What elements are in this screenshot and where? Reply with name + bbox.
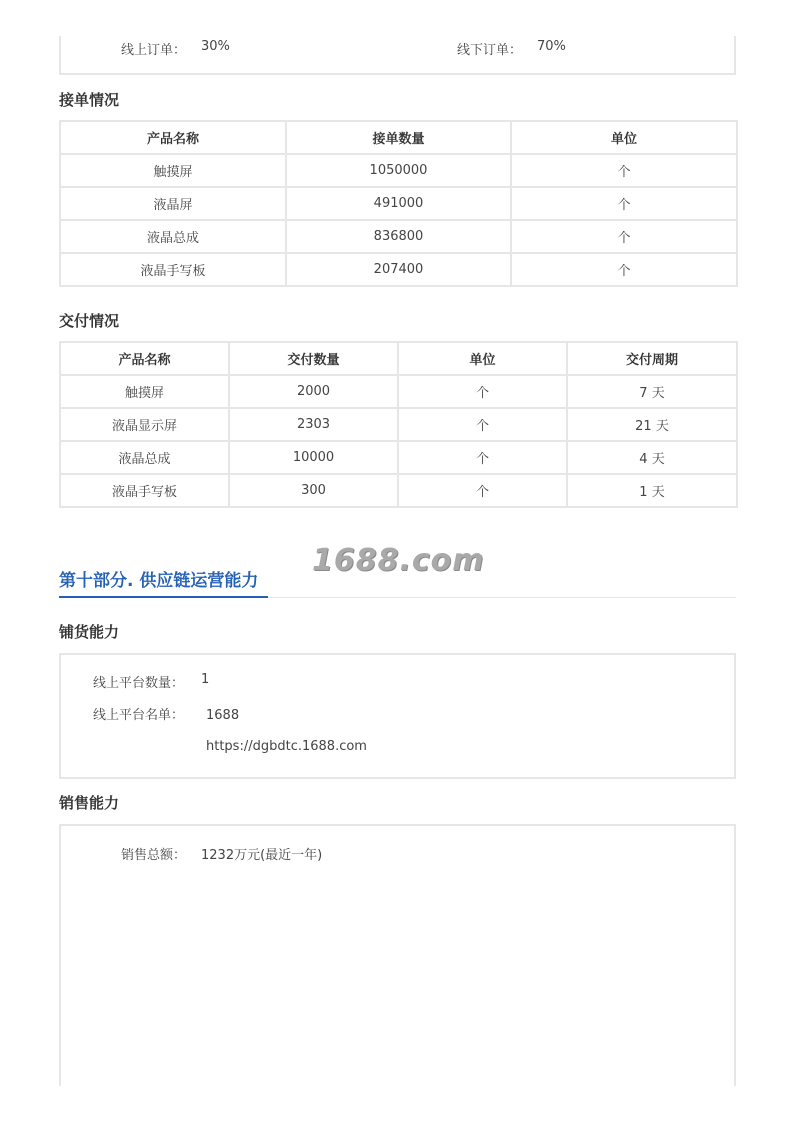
platform-list-item: 1688 <box>206 708 240 723</box>
delivery-cell-unit: 个 <box>398 408 567 441</box>
table-row <box>60 220 737 253</box>
delivery-cell-product: 触摸屏 <box>60 375 229 408</box>
table-row <box>60 154 737 187</box>
delivery-cell-cycle: 21 天 <box>567 408 737 441</box>
distribution-box <box>59 653 736 779</box>
watermark-logo: 1688.com <box>312 543 485 578</box>
delivery-cell-quantity: 2000 <box>229 375 398 408</box>
table-row <box>60 253 737 286</box>
table-row <box>60 441 737 474</box>
delivery-cell-cycle: 1 天 <box>567 474 737 507</box>
delivery-table <box>59 341 738 508</box>
part-title: 第十部分. 供应链运营能力 <box>59 571 259 591</box>
table-row <box>60 187 737 220</box>
delivery-heading: 交付情况 <box>59 312 120 330</box>
orders-table <box>59 120 738 287</box>
delivery-header-row <box>60 342 737 375</box>
orders-cell-unit: 个 <box>511 187 737 220</box>
delivery-cell-cycle: 4 天 <box>567 441 737 474</box>
platform-list-label: 线上平台名单： <box>93 708 185 723</box>
part-title-underline <box>59 596 268 598</box>
delivery-cell-cycle: 7 天 <box>567 375 737 408</box>
delivery-cell-product: 液晶总成 <box>60 441 229 474</box>
order-channel-box <box>59 36 736 75</box>
orders-cell-product: 液晶手写板 <box>60 253 286 286</box>
delivery-cell-unit: 个 <box>398 441 567 474</box>
orders-header-row <box>60 121 737 154</box>
orders-cell-quantity: 207400 <box>286 253 511 286</box>
table-row <box>60 474 737 507</box>
sales-total-label: 销售总额： <box>121 848 187 863</box>
platform-list-item: https://dgbdtc.1688.com <box>206 739 367 754</box>
orders-cell-quantity: 836800 <box>286 220 511 253</box>
delivery-cell-product: 液晶手写板 <box>60 474 229 507</box>
orders-cell-unit: 个 <box>511 154 737 187</box>
offline-order-label: 线下订单： <box>457 43 523 58</box>
sales-box <box>59 824 736 1086</box>
orders-cell-product: 触摸屏 <box>60 154 286 187</box>
delivery-header-quantity: 交付数量 <box>229 342 398 375</box>
sales-total-value: 1232万元(最近一年) <box>201 848 323 863</box>
orders-cell-quantity: 1050000 <box>286 154 511 187</box>
delivery-cell-quantity: 300 <box>229 474 398 507</box>
delivery-cell-unit: 个 <box>398 375 567 408</box>
orders-heading: 接单情况 <box>59 91 120 109</box>
orders-header-product: 产品名称 <box>60 121 286 154</box>
offline-order-value: 70% <box>537 39 566 54</box>
orders-header-unit: 单位 <box>511 121 737 154</box>
delivery-cell-quantity: 10000 <box>229 441 398 474</box>
table-row <box>60 375 737 408</box>
orders-cell-product: 液晶总成 <box>60 220 286 253</box>
table-row <box>60 408 737 441</box>
delivery-cell-quantity: 2303 <box>229 408 398 441</box>
orders-header-quantity: 接单数量 <box>286 121 511 154</box>
orders-cell-product: 液晶屏 <box>60 187 286 220</box>
platform-count-label: 线上平台数量： <box>93 676 185 691</box>
delivery-cell-product: 液晶显示屏 <box>60 408 229 441</box>
distribution-heading: 铺货能力 <box>59 623 120 641</box>
orders-cell-unit: 个 <box>511 253 737 286</box>
delivery-header-unit: 单位 <box>398 342 567 375</box>
sales-heading: 销售能力 <box>59 794 120 812</box>
orders-cell-quantity: 491000 <box>286 187 511 220</box>
platform-count-value: 1 <box>201 672 210 687</box>
delivery-header-product: 产品名称 <box>60 342 229 375</box>
delivery-header-cycle: 交付周期 <box>567 342 737 375</box>
orders-cell-unit: 个 <box>511 220 737 253</box>
online-order-value: 30% <box>201 39 230 54</box>
delivery-cell-unit: 个 <box>398 474 567 507</box>
online-order-label: 线上订单： <box>121 43 187 58</box>
